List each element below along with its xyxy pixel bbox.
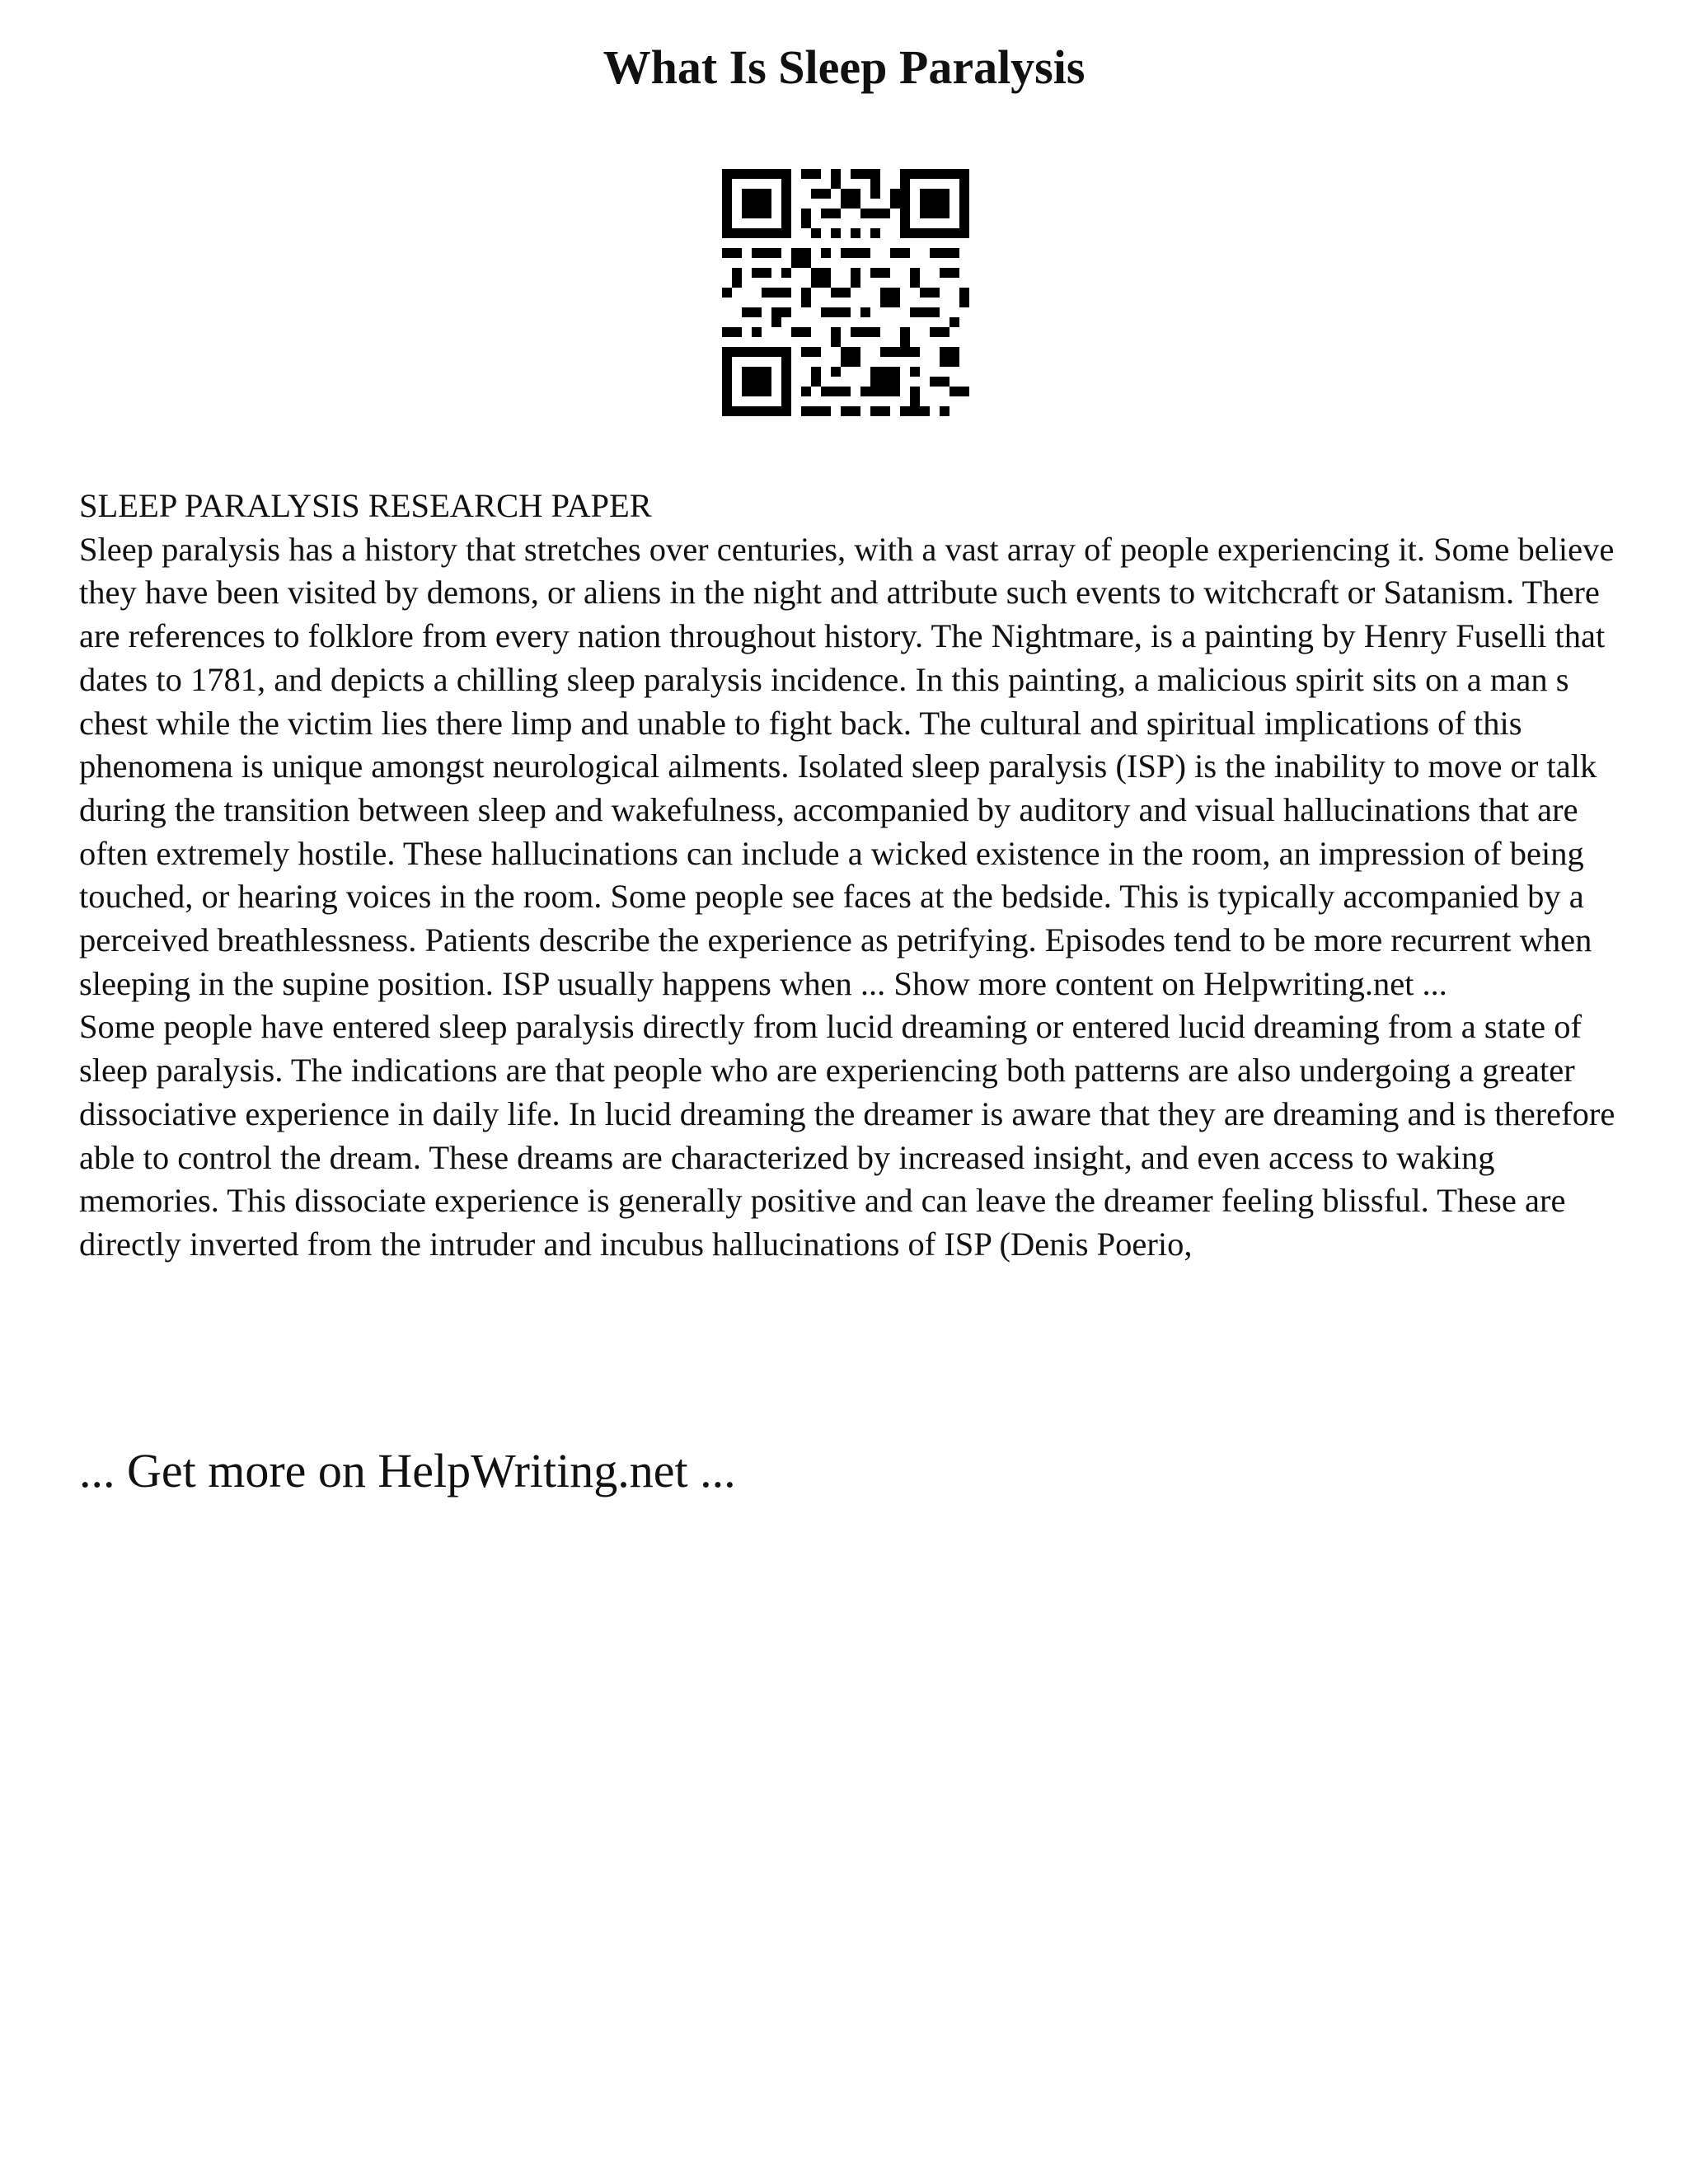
section-heading: SLEEP PARALYSIS RESEARCH PAPER — [79, 487, 652, 524]
paragraph-2: Some people have entered sleep paralysis directly from lucid dreaming or entered lucid dreaming from a state of sleep paralysis. The indications are that people who are experiencing both patterns are also undergoing a greater dissociative experience in daily life. In lucid dreaming the dreamer is aware that they are dreaming and is therefore able to control the dream. These dreams are characterized by increased insight, and even access to waking memories. This dissociate experience is generally positive and can leave the dreamer feeling blissful. These are directly inverted from the intruder and incubus hallucinations of ISP (Denis Poerio, — [79, 1008, 1615, 1263]
article-body — [79, 485, 1629, 1267]
paragraph-1: Sleep paralysis has a history that stretches over centuries, with a vast array of people experiencing it. Some believe they have been visited by demons, or aliens in the night and attribute such events to witchcraft or Satanism. There are references to folklore from every nation throughout history. The Nightmare, is a painting by Henry Fuselli that dates to 1781, and depicts a chilling sleep paralysis incidence. In this painting, a malicious spirit sits on a man s chest while the victim lies there limp and unable to fight back. The cultural and spiritual implications of this phenomena is unique amongst neurological ailments. Isolated sleep paralysis (ISP) is the inability to move or talk during the transition between sleep and wakefulness, accompanied by auditory and visual hallucinations that are often extremely hostile. These hallucinations can include a wicked existence in the room, an impression of being touched, or hearing voices in the room. Some people see faces at the bedside. This is typically accompanied by a perceived breathlessness. Patients describe the experience as petrifying. Episodes tend to be more recurrent when sleeping in the supine position. ISP usually happens when ... Show more content on Helpwriting.net ... — [79, 530, 1615, 1002]
page-title: What Is Sleep Paralysis — [603, 40, 1085, 94]
qr-code-icon — [722, 169, 969, 416]
get-more-link[interactable]: ... Get more on HelpWriting.net ... — [79, 1444, 736, 1497]
